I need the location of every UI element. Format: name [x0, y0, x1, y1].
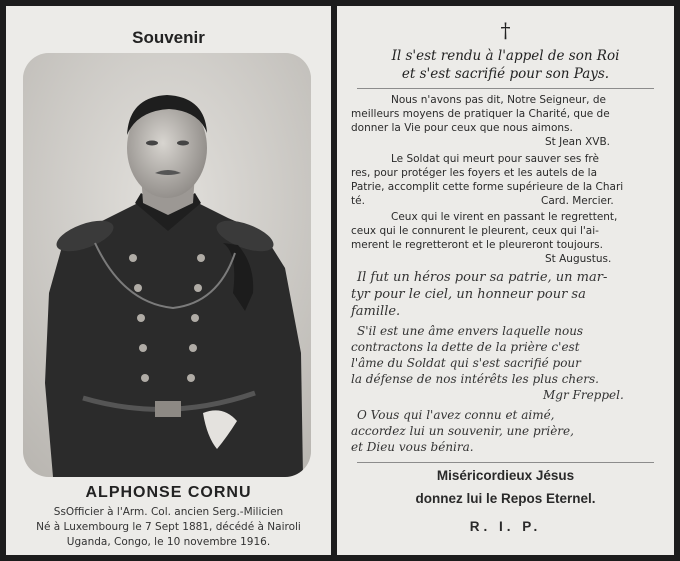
souvenir-heading: Souvenir — [132, 28, 205, 47]
quote1-line-3: donner la Vie pour ceux que nous aimons. — [351, 122, 573, 134]
quote2-line-2: res, pour protéger les foyers et les autels de la — [351, 167, 598, 179]
caption-line-3: Uganda, Congo, le 10 novembre 1916. — [66, 536, 271, 548]
quote1-line-2: meilleurs moyens de pratiquer la Charité, que de — [351, 108, 610, 120]
memorial-card-front — [6, 6, 331, 555]
quote3-line-3: merent le regretteront et le pleureront toujours. — [351, 239, 603, 251]
divider-top — [357, 88, 654, 89]
rip-text: R. I. P. — [469, 519, 542, 534]
closing-line-1: Miséricordieux Jésus — [436, 468, 575, 483]
closing-line-2: donnez lui le Repos Eternel. — [415, 491, 596, 506]
quote2-source: Card. Mercier. — [541, 195, 614, 207]
quote5-line-3: l'âme du Soldat qui s'est sacrifié pour — [351, 356, 581, 370]
memorial-card-back — [337, 6, 674, 555]
quote1-line-1: Nous n'avons pas dit, Notre Seigneur, de — [391, 94, 606, 106]
quote5-line-4: la défense de nos intérêts les plus chers. — [351, 372, 599, 386]
quote3-line-1: Ceux qui le virent en passant le regrettent, — [391, 211, 618, 223]
quote6-line-3: et Dieu vous bénira. — [351, 440, 474, 454]
quote2-line-3: Patrie, accomplit cette forme supérieure de la Chari — [351, 181, 624, 193]
caption-line-1: SsOfficier à l'Arm. Col. ancien Serg.-Milicien — [53, 506, 284, 518]
quote5-line-1: S'il est une âme envers laquelle nous — [357, 324, 584, 338]
heading-line-2: et s'est sacrifié pour son Pays. — [401, 66, 610, 82]
quote6-line-2: accordez lui un souvenir, une prière, — [351, 424, 574, 438]
portrait-image — [23, 53, 311, 477]
quote4-line-2: tyr pour le ciel, un honneur pour sa — [351, 287, 586, 302]
quote6-line-1: O Vous qui l'avez connu et aimé, — [357, 408, 555, 422]
quote3-line-2: ceux qui le connurent le pleurent, ceux qui l'ai- — [351, 225, 599, 237]
caption-line-2: Né à Luxembourg le 7 Sept 1881, décédé à Nairoli — [36, 521, 301, 533]
quote2-line-1: Le Soldat qui meurt pour sauver ses frè — [391, 153, 599, 165]
quote4-line-3: famille. — [351, 304, 401, 319]
quote1-source: St Jean XVB. — [545, 136, 611, 148]
quote5-source: Mgr Freppel. — [543, 388, 624, 402]
heading-line-1: Il s'est rendu à l'appel de son Roi — [391, 48, 620, 64]
cross-icon: † — [500, 18, 511, 42]
quote4-line-1: Il fut un héros pour sa patrie, un mar- — [357, 270, 608, 285]
divider-bottom — [357, 462, 654, 463]
soldier-portrait — [23, 53, 311, 477]
quote2-line-4: té. — [351, 195, 365, 207]
soldier-name: ALPHONSE CORNU — [85, 484, 252, 501]
quote3-source: St Augustus. — [545, 253, 612, 265]
quote5-line-2: contractons la dette de la prière c'est — [351, 340, 580, 354]
